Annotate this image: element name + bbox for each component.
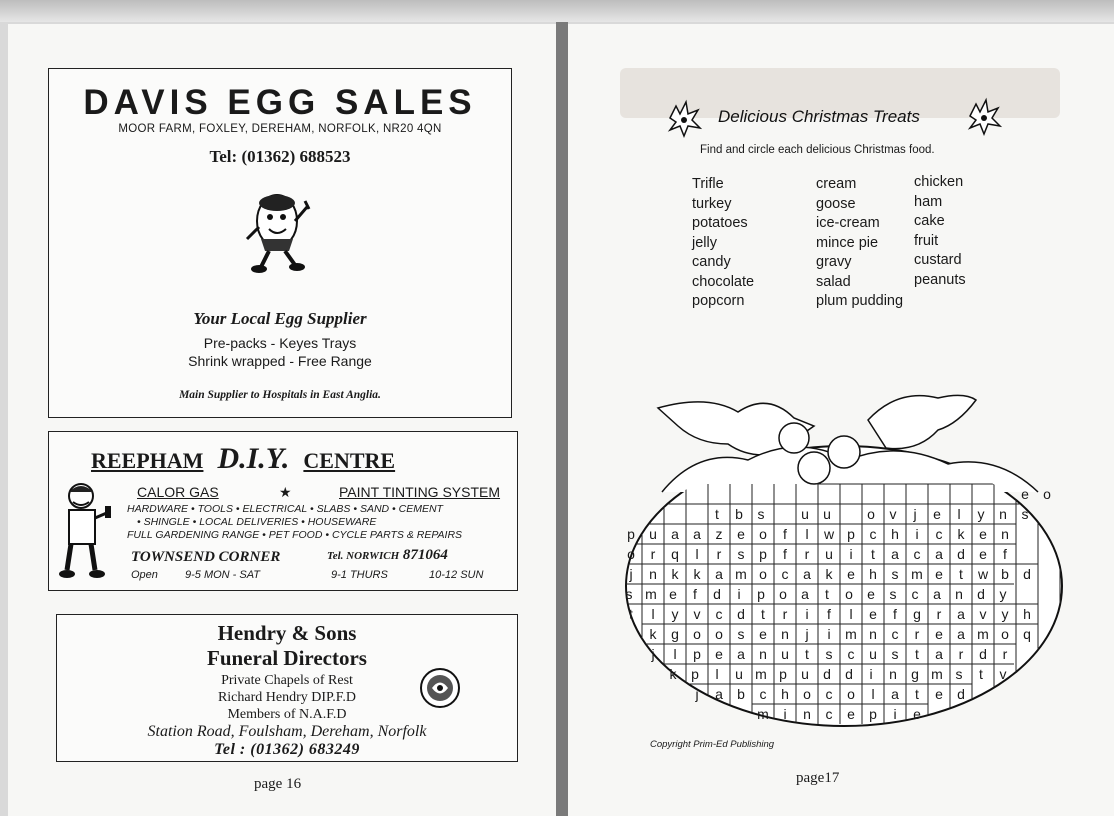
word-search-letter[interactable]: t <box>979 666 983 682</box>
word-search-letter[interactable]: t <box>805 646 809 662</box>
word-search-letter[interactable]: p <box>869 706 877 722</box>
word-search-letter[interactable]: d <box>737 606 745 622</box>
word-search-letter[interactable]: a <box>693 526 701 542</box>
word-search-letter[interactable]: r <box>914 626 920 642</box>
word-search-letter[interactable]: t <box>825 586 829 602</box>
word-search-letter[interactable]: w <box>823 526 835 542</box>
reepham-title <box>91 442 395 476</box>
word-search-letter[interactable]: a <box>737 646 745 662</box>
word-search-letter[interactable]: r <box>1002 646 1008 662</box>
word-search-letter[interactable]: p <box>847 526 855 542</box>
word-search-letter[interactable]: c <box>913 546 921 562</box>
word-search-letter[interactable]: t <box>959 566 963 582</box>
word-search-letter[interactable]: s <box>625 586 633 602</box>
word-search-letter[interactable]: i <box>849 546 853 562</box>
reepham-tel-label: Tel. NORWICH <box>327 550 400 562</box>
word-list-item: mince pie <box>816 234 879 251</box>
diy-word: D.I.Y. <box>217 442 290 475</box>
word-search-letter[interactable]: n <box>999 506 1007 522</box>
davis-product-line: Pre-packs - Keyes Trays <box>203 335 357 351</box>
word-list-item: turkey <box>692 195 732 212</box>
word-list-item: fruit <box>914 232 939 249</box>
word-search-letter[interactable]: q <box>671 546 679 562</box>
word-search-letter[interactable]: i <box>783 706 787 722</box>
reepham-telephone <box>327 547 448 564</box>
centre-word: CENTRE <box>303 448 396 473</box>
word-search-letter[interactable]: j <box>651 646 655 662</box>
word-search-letter[interactable]: d <box>713 586 721 602</box>
davis-product-line: Shrink wrapped - Free Range <box>188 353 372 369</box>
word-search-letter[interactable]: e <box>979 546 987 562</box>
word-search-letter[interactable]: g <box>913 606 921 622</box>
word-search-letter[interactable]: l <box>695 546 699 562</box>
word-list-item: ham <box>914 193 943 210</box>
word-search-letter[interactable]: n <box>955 586 963 602</box>
word-search-letter[interactable]: j <box>805 626 809 642</box>
word-search-letter[interactable]: c <box>825 686 833 702</box>
word-search-letter[interactable]: e <box>869 606 877 622</box>
word-search-letter[interactable]: i <box>915 526 919 542</box>
word-search-letter[interactable]: c <box>715 606 723 622</box>
word-search-letter[interactable]: m <box>755 666 767 682</box>
word-search-letter[interactable]: f <box>893 606 897 622</box>
word-search-letter[interactable]: m <box>735 566 747 582</box>
word-search-letter[interactable]: l <box>805 526 809 542</box>
word-search-letter[interactable]: l <box>673 646 677 662</box>
word-search-letter[interactable]: d <box>823 666 831 682</box>
word-search-letter[interactable]: a <box>715 686 723 702</box>
word-search-letter[interactable]: r <box>650 546 656 562</box>
word-search-letter[interactable]: o <box>1001 626 1009 642</box>
hendry-address: Station Road, Foulsham, Dereham, Norfolk <box>147 723 427 740</box>
word-search-letter[interactable]: e <box>935 566 943 582</box>
left-page <box>8 24 556 816</box>
word-search-letter[interactable]: z <box>715 526 723 542</box>
left-page-number: page 16 <box>254 776 302 792</box>
word-search-letter[interactable]: e <box>715 646 723 662</box>
word-search-letter[interactable]: f <box>783 546 787 562</box>
hours-sunday: 10-12 SUN <box>429 569 484 581</box>
word-search-letter[interactable]: a <box>715 566 723 582</box>
word-search-letter[interactable]: k <box>649 626 657 642</box>
word-list-item: plum pudding <box>816 293 904 309</box>
word-search-letter[interactable]: c <box>935 526 943 542</box>
word-search-letter[interactable]: d <box>845 666 853 682</box>
word-search-letter[interactable]: m <box>757 706 769 722</box>
calor-gas-label: CALOR GAS <box>137 484 219 500</box>
word-search-letter[interactable]: o <box>867 506 875 522</box>
word-search-letter[interactable]: t <box>761 606 765 622</box>
word-search-letter[interactable]: v <box>693 606 701 622</box>
word-search-letter[interactable]: c <box>759 686 767 702</box>
word-search-letter[interactable]: w <box>977 566 989 582</box>
word-search-letter[interactable]: e <box>759 626 767 642</box>
word-list-item: popcorn <box>692 293 745 309</box>
word-search-letter[interactable]: d <box>979 646 987 662</box>
word-search-title-row <box>666 98 1006 138</box>
word-search-letter[interactable]: u <box>869 646 877 662</box>
word-list-item: cake <box>914 213 945 229</box>
davis-supplier-note: Main Supplier to Hospitals in East Anglia. <box>179 389 381 401</box>
association-seal-icon <box>419 667 461 709</box>
word-search-letter[interactable]: k <box>693 566 701 582</box>
word-search-letter[interactable]: j <box>695 686 699 702</box>
davis-tagline: Your Local Egg Supplier <box>193 309 367 328</box>
word-search-letter[interactable]: o <box>1043 486 1051 502</box>
word-search-letter[interactable]: y <box>977 506 985 522</box>
word-search-letter[interactable]: l <box>651 606 655 622</box>
word-search-letter[interactable]: p <box>757 586 765 602</box>
word-search-letter[interactable]: h <box>869 566 877 582</box>
word-list-item: chicken <box>914 174 964 190</box>
word-search-letter[interactable]: m <box>845 626 857 642</box>
word-search-letter[interactable]: e <box>1021 486 1029 502</box>
word-search-letter[interactable]: i <box>805 606 809 622</box>
hendry-detail-line: Private Chapels of Rest <box>221 673 353 688</box>
word-search-letter[interactable]: n <box>649 566 657 582</box>
word-search-letter[interactable]: o <box>715 626 723 642</box>
word-search-letter[interactable]: n <box>1001 526 1009 542</box>
word-search-letter[interactable]: e <box>913 706 921 722</box>
word-search-letter[interactable]: n <box>869 626 877 642</box>
star-icon: ★ <box>279 484 292 500</box>
word-search-letter[interactable]: a <box>935 546 943 562</box>
word-search-letter[interactable]: a <box>891 686 899 702</box>
holly-icon <box>666 98 702 138</box>
word-search-letter[interactable]: g <box>671 626 679 642</box>
word-search-letter[interactable]: e <box>847 706 855 722</box>
word-search-letter[interactable]: d <box>977 586 985 602</box>
word-search-letter[interactable]: s <box>891 566 899 582</box>
paint-tinting-label: PAINT TINTING SYSTEM <box>339 484 501 500</box>
word-search-letter[interactable]: c <box>911 586 919 602</box>
word-search-letter[interactable]: c <box>825 706 833 722</box>
word-search-letter[interactable]: d <box>957 546 965 562</box>
word-search-letter[interactable]: o <box>759 566 767 582</box>
word-search-letter[interactable]: y <box>999 586 1007 602</box>
word-search-letter[interactable]: a <box>935 646 943 662</box>
word-list-column-2 <box>816 175 903 312</box>
word-list-item: custard <box>914 252 962 268</box>
word-search-letter[interactable]: a <box>957 606 965 622</box>
davis-address: MOOR FARM, FOXLEY, DEREHAM, NORFOLK, NR20 4QN <box>118 123 442 135</box>
word-list-item: ice-cream <box>816 215 880 231</box>
word-list-item: cream <box>816 176 857 192</box>
word-search-letter[interactable]: t <box>915 646 919 662</box>
word-search-letter[interactable]: j <box>629 566 633 582</box>
word-search-letter[interactable]: f <box>783 526 787 542</box>
word-search-letter[interactable]: p <box>691 666 699 682</box>
word-search-letter[interactable]: b <box>1001 566 1009 582</box>
word-search-letter[interactable]: i <box>893 706 897 722</box>
reepham-diy-advert <box>48 431 518 591</box>
right-page <box>568 24 1114 816</box>
word-search-letter[interactable]: u <box>649 526 657 542</box>
word-search-letter[interactable]: u <box>823 506 831 522</box>
davis-egg-sales-advert <box>48 68 512 418</box>
word-search-letter[interactable]: e <box>669 586 677 602</box>
reepham-services-line: HARDWARE • TOOLS • ELECTRICAL • SLABS • SAND • CEMENT <box>127 503 443 515</box>
hendry-detail-line: Members of N.A.F.D <box>227 707 347 722</box>
word-search-letter[interactable]: b <box>737 686 745 702</box>
word-list-item: Trifle <box>692 176 724 192</box>
word-search-letter[interactable]: d <box>1023 566 1031 582</box>
word-search-letter[interactable]: r <box>958 646 964 662</box>
hendry-detail-line: Richard Hendry DIP.F.D <box>217 690 357 705</box>
word-search-letter[interactable]: i <box>737 586 741 602</box>
word-list-column-1 <box>692 175 754 312</box>
word-search-letter[interactable]: r <box>716 546 722 562</box>
word-search-letter[interactable]: c <box>781 566 789 582</box>
word-search-letter[interactable]: p <box>627 526 635 542</box>
word-search-letter[interactable]: i <box>869 666 873 682</box>
word-search-letter[interactable]: s <box>955 666 963 682</box>
reepham-word: REEPHAM <box>91 448 204 473</box>
word-search-letter[interactable]: q <box>1023 626 1031 642</box>
word-list-item: goose <box>816 195 856 212</box>
word-search-letter[interactable]: m <box>931 666 943 682</box>
word-search-letter[interactable]: v <box>999 666 1007 682</box>
word-search-letter[interactable]: o <box>845 586 853 602</box>
word-search-letter[interactable]: a <box>891 546 899 562</box>
book-gutter <box>556 22 568 816</box>
word-search-letter[interactable]: n <box>759 646 767 662</box>
word-search-letter[interactable]: k <box>669 666 677 682</box>
word-search-letter[interactable]: k <box>825 566 833 582</box>
word-search-letter[interactable]: r <box>782 606 788 622</box>
word-search-letter[interactable]: n <box>781 626 789 642</box>
word-search-letter[interactable]: e <box>935 626 943 642</box>
word-search-letter[interactable]: e <box>979 526 987 542</box>
word-search-letter[interactable]: s <box>737 626 745 642</box>
word-search-letter[interactable]: p <box>779 666 787 682</box>
hours-thursday: 9-1 THURS <box>331 569 388 581</box>
holly-icon <box>966 96 1002 136</box>
word-search-letter[interactable]: o <box>627 546 635 562</box>
reepham-services-line: • SHINGLE • LOCAL DELIVERIES • HOUSEWARE <box>137 516 377 528</box>
word-search-letter[interactable]: s <box>891 646 899 662</box>
hendry-name: Hendry & Sons <box>217 621 357 645</box>
word-search-letter[interactable]: y <box>1001 606 1009 622</box>
word-search-letter[interactable]: l <box>849 606 853 622</box>
word-search-letter[interactable]: m <box>645 586 657 602</box>
word-search-letter[interactable]: m <box>977 626 989 642</box>
word-search-letter[interactable]: l <box>957 506 961 522</box>
word-list-item: gravy <box>816 254 852 270</box>
word-search-letter[interactable]: e <box>867 586 875 602</box>
word-search-letter[interactable]: v <box>979 606 987 622</box>
hours-weekdays: 9-5 MON - SAT <box>185 569 260 581</box>
word-search-letter[interactable]: e <box>933 506 941 522</box>
word-search-letter[interactable]: v <box>889 506 897 522</box>
word-search-letter[interactable]: l <box>715 666 719 682</box>
word-search-letter[interactable]: n <box>803 706 811 722</box>
word-list-item: salad <box>816 273 851 290</box>
word-search-letter[interactable]: j <box>913 506 917 522</box>
word-list-item: jelly <box>692 234 717 251</box>
plum-pudding-word-search <box>618 364 1068 734</box>
reepham-tel-number: 871064 <box>402 547 448 563</box>
word-search-letter[interactable]: e <box>737 526 745 542</box>
word-search-letter[interactable]: c <box>847 646 855 662</box>
word-search-title: Delicious Christmas Treats <box>718 107 920 126</box>
word-search-letter[interactable]: d <box>957 686 965 702</box>
word-search-letter[interactable]: b <box>735 506 743 522</box>
word-search-letter[interactable]: a <box>933 586 941 602</box>
word-search-letter[interactable]: a <box>957 626 965 642</box>
word-search-letter[interactable]: c <box>869 526 877 542</box>
reepham-location: TOWNSEND CORNER <box>131 549 281 565</box>
word-search-letter[interactable]: g <box>911 666 919 682</box>
word-search-letter[interactable]: y <box>671 606 679 622</box>
word-search-letter[interactable]: h <box>781 686 789 702</box>
word-search-letter[interactable]: n <box>889 666 897 682</box>
word-list-column-3 <box>914 173 966 290</box>
scanner-top-edge <box>0 0 1114 22</box>
hours-open-label: Open <box>131 569 158 581</box>
word-search-letter[interactable]: h <box>891 526 899 542</box>
hendry-business-type: Funeral Directors <box>207 646 367 670</box>
word-list-item: candy <box>692 254 731 270</box>
word-search-letter[interactable]: l <box>871 686 875 702</box>
word-search-letter[interactable]: p <box>759 546 767 562</box>
word-search-letter[interactable]: o <box>779 586 787 602</box>
word-search-letter[interactable]: m <box>911 566 923 582</box>
word-search-instructions: Find and circle each delicious Christmas food. <box>700 144 935 156</box>
word-search-letter[interactable]: u <box>825 546 833 562</box>
word-search-letter[interactable]: f <box>827 606 831 622</box>
word-search-letter[interactable]: i <box>827 626 831 642</box>
word-search-letter[interactable]: c <box>891 626 899 642</box>
word-search-letter[interactable]: a <box>801 586 809 602</box>
word-search-letter[interactable]: a <box>803 566 811 582</box>
word-search-letter[interactable]: s <box>737 546 745 562</box>
reepham-services-line: FULL GARDENING RANGE • PET FOOD • CYCLE PARTS & REPAIRS <box>127 529 463 541</box>
word-search-letter[interactable]: k <box>671 566 679 582</box>
diy-handyman-icon <box>59 482 114 582</box>
word-search-letter[interactable]: e <box>935 686 943 702</box>
word-search-letter[interactable]: u <box>735 666 743 682</box>
word-search-letter[interactable]: u <box>781 646 789 662</box>
word-search-letter[interactable]: r <box>936 606 942 622</box>
davis-business-name: DAVIS EGG SALES <box>83 83 477 122</box>
right-page-number: page17 <box>796 770 840 786</box>
word-search-letter[interactable]: o <box>803 686 811 702</box>
word-list-item: chocolate <box>692 273 755 290</box>
word-search-letter[interactable]: o <box>759 526 767 542</box>
word-search-letter[interactable]: s <box>757 506 765 522</box>
word-search-letter[interactable]: t <box>629 606 633 622</box>
word-search-letter[interactable]: f <box>1003 546 1007 562</box>
word-search-letter[interactable]: r <box>804 546 810 562</box>
word-list-item: potatoes <box>692 215 748 231</box>
word-search-letter[interactable]: f <box>693 586 697 602</box>
word-search-letter[interactable]: k <box>957 526 965 542</box>
word-search-letter[interactable]: s <box>825 646 833 662</box>
word-search-letter[interactable]: u <box>801 666 809 682</box>
egg-mascot-icon <box>239 187 321 275</box>
hendry-funeral-advert <box>56 614 518 762</box>
word-search-letter[interactable]: o <box>693 626 701 642</box>
word-search-letter[interactable]: t <box>715 506 719 522</box>
word-search-letter[interactable]: a <box>671 526 679 542</box>
word-search-letter[interactable]: s <box>889 586 897 602</box>
davis-telephone: Tel: (01362) 688523 <box>209 147 351 166</box>
word-search-letter[interactable]: o <box>847 686 855 702</box>
word-search-letter[interactable]: h <box>1023 606 1031 622</box>
word-search-letter[interactable]: t <box>915 686 919 702</box>
word-search-letter[interactable]: s <box>1021 506 1029 522</box>
word-search-letter[interactable]: e <box>847 566 855 582</box>
word-search-letter[interactable]: p <box>693 646 701 662</box>
copyright-notice: Copyright Prim-Ed Publishing <box>650 739 775 750</box>
word-search-letter[interactable]: u <box>801 506 809 522</box>
hendry-telephone: Tel : (01362) 683249 <box>214 741 360 758</box>
word-search-letter[interactable]: t <box>871 546 875 562</box>
word-list-item: peanuts <box>914 271 966 288</box>
